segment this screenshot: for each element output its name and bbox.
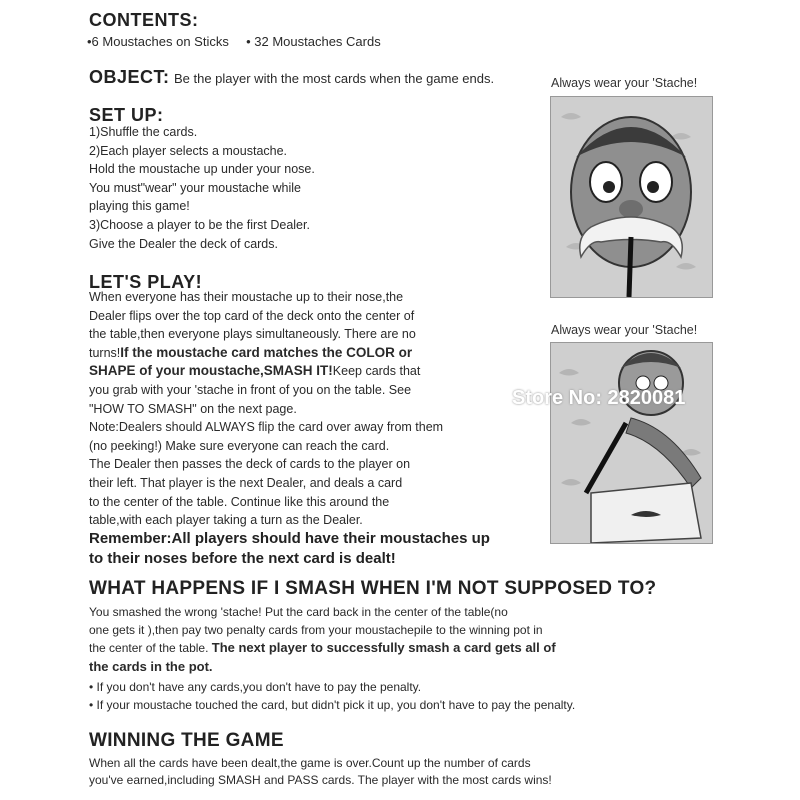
setup-line: 1)Shuffle the cards. bbox=[89, 125, 198, 139]
body-line: (no peeking!) Make sure everyone can reach the card. bbox=[89, 438, 390, 453]
contents-list bbox=[87, 33, 381, 52]
body-line-mixed bbox=[89, 639, 556, 658]
bold-rule: SHAPE of your moustache,SMASH IT! bbox=[89, 363, 333, 379]
setup-line: playing this game! bbox=[89, 199, 190, 214]
setup-steps bbox=[89, 123, 315, 253]
winning-heading: WINNING THE GAME bbox=[89, 730, 284, 751]
remember-note bbox=[89, 529, 490, 569]
boy-with-moustache-image bbox=[551, 97, 712, 297]
remember-line: to their noses before the next card is dealt! bbox=[89, 550, 396, 567]
body-line: table,with each player taking a turn as the Dealer. bbox=[89, 513, 363, 528]
contents-item-cards: • 32 Moustaches Cards bbox=[246, 34, 381, 49]
moustache-boy-illustration bbox=[550, 96, 713, 298]
body-line-mixed bbox=[89, 362, 443, 381]
bold-rule: the cards in the pot. bbox=[89, 658, 213, 674]
setup-line: Give the Dealer the deck of cards. bbox=[89, 236, 278, 251]
smash-wrong-heading: WHAT HAPPENS IF I SMASH WHEN I'M NOT SUPPOSED TO? bbox=[89, 578, 657, 599]
body-line: you grab with your 'stache in front of you on the table. See bbox=[89, 382, 412, 397]
object-section bbox=[89, 67, 494, 89]
bold-rule: If the moustache card matches the COLOR or bbox=[120, 344, 413, 360]
setup-heading: SET UP: bbox=[89, 105, 164, 125]
plain-text: the center of the table. bbox=[89, 641, 212, 655]
body-line: When everyone has their moustache up to their nose,the bbox=[89, 290, 404, 304]
smash-wrong-body bbox=[89, 604, 556, 675]
smash-card-illustration bbox=[550, 342, 713, 544]
body-line: you've earned,including SMASH and PASS cards. The player with the most cards wins! bbox=[89, 773, 552, 787]
setup-line: Hold the moustache up under your nose. bbox=[89, 162, 315, 177]
body-line: Dealer flips over the top card of the deck onto the center of bbox=[89, 308, 415, 323]
body-line: to the center of the table. Continue like this around the bbox=[89, 494, 390, 509]
penalty-bullets bbox=[89, 678, 575, 714]
illustration-caption: Always wear your 'Stache! bbox=[551, 323, 698, 337]
contents-heading: CONTENTS: bbox=[89, 10, 199, 30]
setup-line: You must"wear" your moustache while bbox=[89, 180, 301, 195]
body-line: The Dealer then passes the deck of cards to the player on bbox=[89, 457, 411, 472]
setup-line: 2)Each player selects a moustache. bbox=[89, 143, 288, 158]
body-line: When all the cards have been dealt,the game is over.Count up the number of cards bbox=[89, 756, 531, 770]
object-text: Be the player with the most cards when the game ends. bbox=[173, 71, 495, 86]
body-line-mixed bbox=[89, 344, 443, 363]
body-line: one gets it ),then pay two penalty cards from your moustachepile to the winning pot in bbox=[89, 622, 543, 637]
bullet-item: • If you don't have any cards,you don't have to pay the penalty. bbox=[89, 680, 422, 694]
object-heading: OBJECT: bbox=[89, 67, 170, 87]
body-line: You smashed the wrong 'stache! Put the card back in the center of the table(no bbox=[89, 605, 508, 619]
winning-body bbox=[89, 755, 552, 789]
setup-line: 3)Choose a player to be the first Dealer. bbox=[89, 217, 310, 232]
boy-smashing-card-image bbox=[551, 343, 712, 543]
body-line: the table,then everyone plays simultaneously. There are no bbox=[89, 327, 416, 342]
body-line: Note:Dealers should ALWAYS flip the card over away from them bbox=[89, 420, 444, 435]
plain-text: turns! bbox=[89, 345, 121, 360]
contents-item-moustaches: •6 Moustaches on Sticks bbox=[87, 34, 229, 49]
bold-rule: The next player to successfully smash a card gets all of bbox=[211, 640, 556, 655]
body-line: their left. That player is the next Dealer, and deals a card bbox=[89, 475, 403, 490]
store-watermark: Store No: 2820081 bbox=[512, 387, 686, 409]
lets-play-heading: LET'S PLAY! bbox=[89, 272, 203, 292]
plain-text: Keep cards that bbox=[332, 364, 421, 379]
remember-line: Remember:All players should have their moustaches up bbox=[89, 530, 490, 547]
illustration-caption: Always wear your 'Stache! bbox=[551, 76, 698, 90]
body-line: "HOW TO SMASH" on the next page. bbox=[89, 401, 297, 416]
bullet-item: • If your moustache touched the card, but didn't pick it up, you don't have to pay the penalty. bbox=[89, 698, 576, 712]
lets-play-body bbox=[89, 288, 443, 530]
